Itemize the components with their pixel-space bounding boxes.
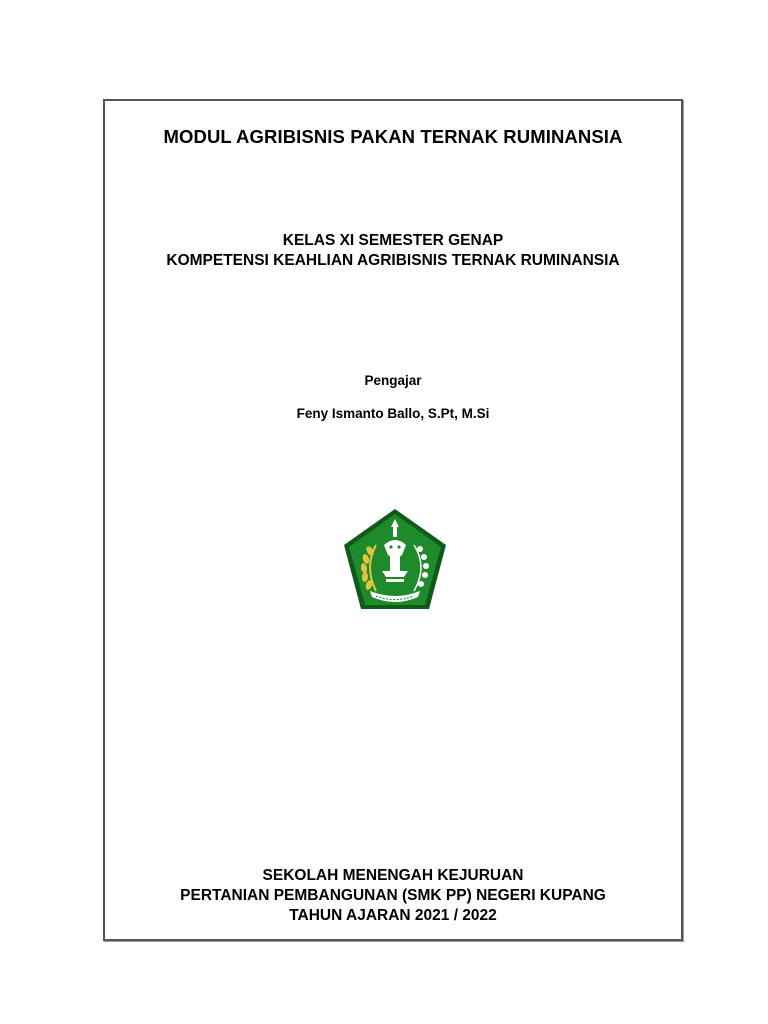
competency-line: KOMPETENSI KEAHLIAN AGRIBISNIS TERNAK RUMINANSIA <box>166 252 620 269</box>
teacher-label: Pengajar <box>364 373 422 388</box>
academic-year-line: TAHUN AJARAN 2021 / 2022 <box>289 907 497 924</box>
school-emblem-icon <box>340 505 450 615</box>
module-title: MODUL AGRIBISNIS PAKAN TERNAK RUMINANSIA <box>163 126 623 147</box>
school-footer <box>105 866 681 926</box>
class-semester-line: KELAS XI SEMESTER GENAP <box>282 232 504 249</box>
school-type-line: SEKOLAH MENENGAH KEJURUAN <box>262 867 524 884</box>
cover-page-frame <box>103 99 683 941</box>
module-subtitle <box>105 231 681 271</box>
school-name-line: PERTANIAN PEMBANGUNAN (SMK PP) NEGERI KUPANG <box>180 887 606 904</box>
teacher-name: Feny Ismanto Ballo, S.Pt, M.Si <box>296 406 490 421</box>
